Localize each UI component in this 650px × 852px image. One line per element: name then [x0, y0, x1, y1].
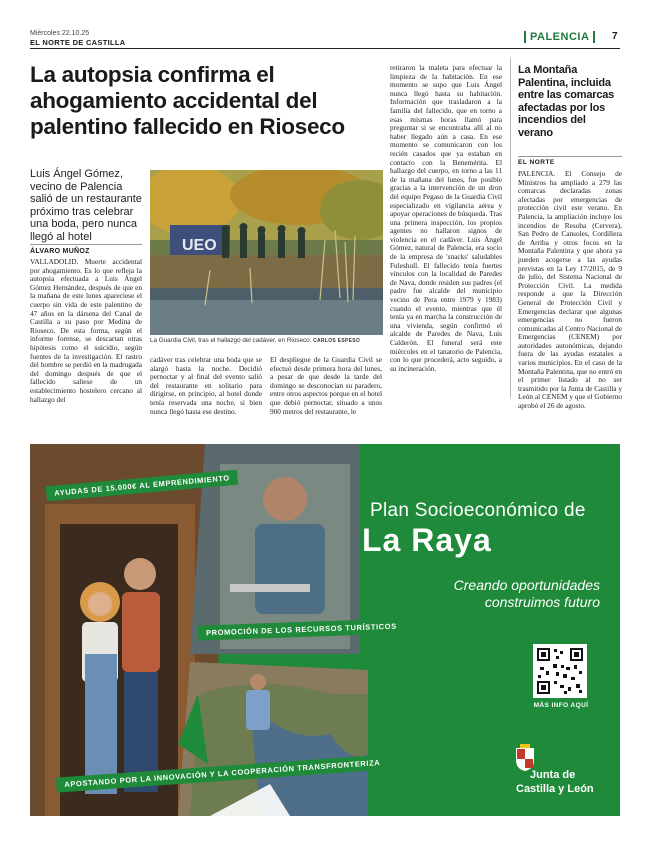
- article-text-col1: VALLADOLID. Muerte accidental por ahogamiento. Es lo que refleja la autopsia efectuada a Luis Ángel Gómez Hernández, después de que en la mañana de este lunes apareciese el cuerpo sin vida de este palentino de 47 años en la dársena del Canal de Castilla a su paso por Medina de Rioseco. De esta forma, según el informe forense, se descartan otras hipótesis como el suicidio, según fuentes de la investigación. El rastro del hombre se perdió en la madrugada del domingo después de que el fallecido saliese de un establecimiento hostelero cercano al hallazgo del: [30, 258, 142, 404]
- ad-ribbon3-bold2: COOPERACIÓN TRANSFRONTERIZA: [231, 757, 381, 778]
- sidebar-byline: EL NORTE: [518, 156, 622, 166]
- article-subhead: Luis Ángel Gómez, vecino de Palencia salió de un restaurante próximo tras celebrar una boda, pero nunca llegó al hotel: [30, 168, 142, 243]
- svg-text:UEO: UEO: [182, 237, 217, 254]
- riverbank-photo-illustration: [150, 170, 383, 335]
- section-label: PALENCIA: [524, 31, 595, 43]
- qr-label: MÁS INFO AQUÍ: [533, 702, 589, 709]
- sidebar-text: PALENCIA. El Consejo de Ministros ha ampliado a 279 las comarcas declaradas zonas afectadas por emergencias de protección civil este verano. En Palencia, la ampliación incluye los incendios de Resoba (Cervera), San Pedro de Cansoles, Cordillera de Arriba y otros focos en la Montaña Palentina y que ahora ya pueden acogerse a las ayudas previstas en la Ley 17/2015, de 9 de julio, del Sistema Nacional de Protección Civil. La medida responde a que la Dirección General de Protección Civil y Emergencias declarar que algunas emergencias no fueron comunicadas al Centro Nacional de Emergencias (CENEM) por autoridades autonómicas, dejando fuera de las ayudas estatales a varios municipios. En el caso de la Montaña Palentina, que no entró en el primer listado al no ser trasmitido por la Junta de Castilla y León al CENEM y que el Gobierno aprobó el 26 de agosto.: [518, 170, 622, 411]
- page-number: 7: [612, 31, 618, 42]
- photo-caption-text: La Guardia Civil, tras el hallazgo del cadáver, en Rioseco.: [150, 337, 312, 344]
- header-rule: [30, 48, 620, 49]
- photo-credit: CARLOS ESPESO: [313, 338, 361, 344]
- sponsor-name-line1: Junta de: [530, 769, 576, 781]
- ad-ribbon3-bold1: INNOVACIÓN: [153, 770, 208, 783]
- sidebar-column: [518, 170, 622, 428]
- article-column-1: [30, 258, 142, 428]
- article-column-3: [270, 356, 382, 428]
- ad-ribbon3-mid: Y LA: [206, 768, 232, 780]
- qr-code[interactable]: [533, 644, 587, 698]
- article-column-2: [150, 356, 262, 428]
- article-text-col2: cadáver tras celebrar una boda que se alargó hasta la noche. Decidió pernoctar y al final del evento salió del restaurante en solitario para dirigirse, en principio, al hotel donde tenía reservada una noche, si bien nunca llegó hasta ese destino.: [150, 356, 262, 416]
- ad-tagline-2: construimos futuro: [484, 594, 600, 610]
- article-text-col4: retiraron la maleta para efectuar la limpieza de la habitación. En ese momento se supo que Luis Ángel nunca llegó hasta su habitación. Información que trasladaron a la familia del fallecido, que en torno a esas mismas horas llamó para preguntar si se encontraba allí al no haber llegado aún a casa. En ese momento se comunicaron con los recién casados que ya estaban en contacto con la Benemérita. El hallazgo del cuerpo, en torno a las 11 de la mañana del lunes, fue posible gracias a la intervención de un dron del equipo Pegaso de la Guardia Civil especializado en vigilancia aérea y apoyar operaciones de búsqueda. Tras una primera inspección, los propios agentes no hallaron signos de violencia en el cadáver. Luis Ángel Gómez, natural de Palencia, era socio de la empresa de 'snacks' saludables Fuleshull. El fallecido tenía fuertes vínculos con la localidad de Paredes de Nava, donde residen sus padres (el padre fue alcalde del municipio vecino de Pera entre 1979 y 1983) cuando el evento, mientras que él tenía ya en marcha la construcción de una vivienda, según confirmó el alcalde de Paredes de Nava, Luis Calderón. El funeral será este miércoles en el tanatorio de Palencia, con lo que procederá, acto seguido, a su incineración.: [390, 64, 502, 373]
- article-column-4: [390, 64, 502, 428]
- ad-ribbon2-text: PROMOCIÓN DE LOS: [205, 625, 296, 638]
- ad-ribbon2-bold: RECURSOS TURÍSTICOS: [295, 621, 397, 635]
- photo-caption: [150, 337, 383, 344]
- newspaper-name: EL NORTE DE CASTILLA: [30, 38, 126, 47]
- ad-tagline-1: Creando oportunidades: [453, 577, 600, 593]
- issue-date: Miércoles 22.10.25: [30, 30, 90, 37]
- sidebar-headline: La Montaña Palentina, incluida entre las comarcas afectadas por los incendios del verano: [518, 64, 615, 139]
- sidebar-rule: [510, 58, 511, 398]
- ad-title-line1: Plan Socioeconómico de: [370, 500, 586, 521]
- ad-ribbon3-text: APOSTANDO POR LA: [64, 773, 155, 790]
- article-byline: ÁLVARO MUÑOZ: [30, 244, 142, 255]
- ad-ribbon1-text: AYUDAS DE 15.000€ AL: [53, 480, 154, 498]
- ad-title-line2: La Raya: [362, 522, 492, 558]
- sponsor-name-line2: Castilla y León: [516, 783, 594, 795]
- qr-code-icon: [536, 647, 584, 695]
- article-text-col3: El despliegue de la Guardia Civil se efectuó desde primera hora del lunes, a pesar de que desde la tarde del domingo se desconocían su paradero, entre otros aspectos porque en el hotel que debió pernoctar, situado a unos 900 metros del restaurante, le: [270, 356, 382, 416]
- article-photo: [150, 170, 383, 335]
- ad-ribbon1-bold: EMPRENDIMIENTO: [152, 473, 231, 490]
- advertisement[interactable]: [30, 444, 620, 816]
- coat-of-arms-icon: [514, 744, 536, 772]
- article-headline: La autopsia confirma el ahogamiento accidental del palentino fallecido en Rioseco: [30, 62, 345, 139]
